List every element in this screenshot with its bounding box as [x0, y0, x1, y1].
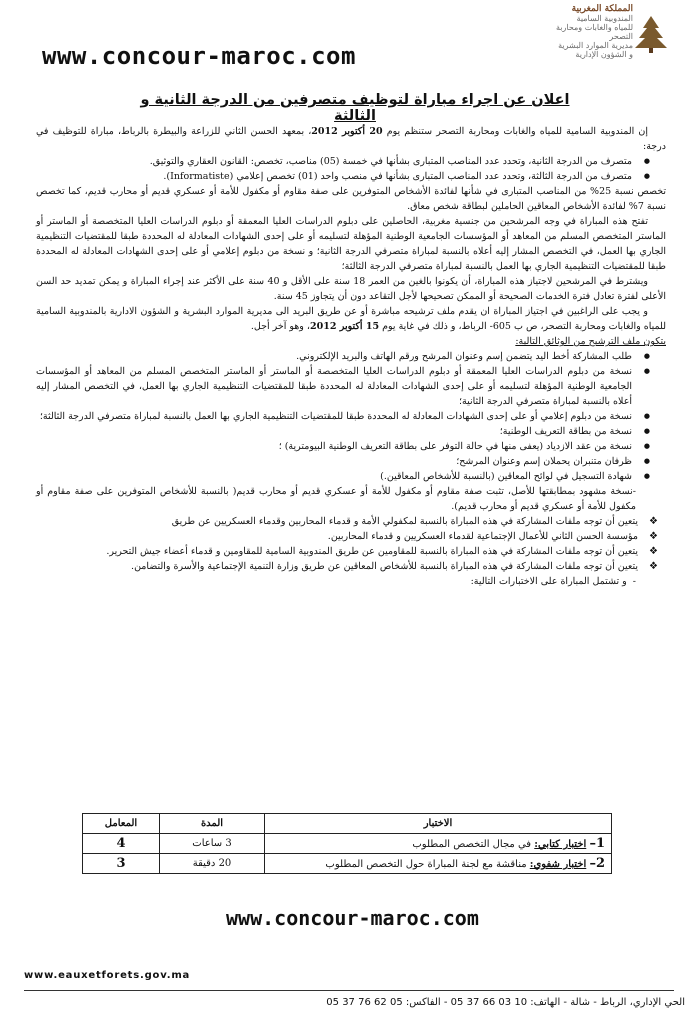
logo-line-5: و الشؤون الإدارية — [575, 50, 633, 59]
announcement-body — [36, 124, 666, 589]
logo-line-3: للمياه والغابات ومحاربة التصحر — [556, 23, 633, 41]
site-watermark-top: www.concour-maroc.com — [42, 42, 356, 70]
list-item: ❖ يتعين أن توجه ملفات المشاركة في هذه المباراة بالنسبة لمكفولي الأمة و قدماء المحاربين وقدماء العسكريين عن طريق — [36, 514, 652, 529]
docs-list — [36, 349, 666, 484]
duration-cell: 20 دقيقة — [160, 854, 265, 874]
coef-cell: 3 — [83, 854, 160, 874]
table-row — [83, 854, 612, 874]
exams-intro: - و تشتمل المباراة على الاختبارات التالية: — [470, 576, 636, 587]
cedar-tree-icon — [629, 14, 673, 54]
table-header-row — [83, 814, 612, 834]
agency-logo — [533, 4, 683, 94]
exams-table — [82, 813, 612, 874]
list-item: ❖ يتعين أن توجه ملفات المشاركة في هذه المباراة بالنسبة للأشخاص المعاقين عن طريق وزارة التنمية الإجتماعية والأسرة والتضامن. — [36, 559, 652, 574]
logo-line-2: المندوبية السامية — [576, 14, 633, 23]
site-watermark-bottom: www.concour-maroc.com — [226, 906, 479, 930]
list-item: ● متصرف من الدرجة الثالثة، وتحدد عدد المناصب المتبارى بشأنها في منصب واحد (01) تخصص إعلامي (Informatiste). — [36, 169, 644, 184]
intro-paragraph: إن المندوبية السامية للمياه والغابات ومحاربة التصحر ستنظم يوم 20 أكتوبر 2012، بمعهد الحسن الثاني للزراعة والبيطرة بالرباط، مباراة للتوظيف في درجة: — [36, 126, 666, 152]
list-item: ❖ يتعين أن توجه ملفات المشاركة في هذه المباراة بالنسبة للمقاومين عن طريق المندوبية السامية للمقاومين و قدماء أعضاء جيش التحرير. — [36, 544, 652, 559]
docs-heading: يتكون ملف الترشيح من الوثائق التالية: — [515, 336, 666, 347]
header-duration: المدة — [160, 814, 265, 834]
docs-dash-item: -نسخة مشهود بمطابقتها للأصل، تثبت صفة مقاوم أو مكفول للأمة أو عسكري قديم أو محارب قديم( بالنسبة للأشخاص المتوفرين على صفة مقاوم أو مكفول للأمة أو عسكري قديم أو محارب قديم). — [36, 486, 636, 512]
exam-cell: 1– اختبار كتابي: في مجال التخصص المطلوب — [265, 834, 612, 854]
list-item: ● شهادة التسجيل في لوائح المعاقين (بالنسبة للأشخاص المعاقين.) — [36, 469, 644, 484]
logo-line-4: مديرية الموارد البشرية — [558, 41, 633, 50]
list-item: ❖ مؤسسة الحسن الثاني للأعمال الإجتماعية لقدماء العسكريين و قدماء المحاربين. — [36, 529, 652, 544]
logo-line-1: المملكة المغربية — [571, 4, 633, 14]
header-exam: الاختبار — [265, 814, 612, 834]
list-item: ● نسخة من دبلوم إعلامي أو على إحدى الشهادات المعادلة له المحددة طبقا للمقتضيات التنظيمية الجاري بها العمل بالنسبة لمباراة متصرفي الدرجة الثالثة؛ — [36, 409, 644, 424]
eligibility-paragraph: تفتح هذه المباراة في وجه المرشحين من جنسية مغربية، الحاصلين على دبلوم الدراسات العليا المعمقة أو دبلوم الدراسات العليا المتخصصة أو الماستر أو الماستر المتخصص المسلم من المعاهد أو المؤسسات الجامعية الوطنية المؤهلة لتسليمه أو على إحدى الشهادات المعادلة له المحددة طبقا للمقتضيات التنظيمية الجاري بها العمل، في التخصص المشار إليه أعلاه بالنسبة لمباراة متصرفي الدرجة الثانية؛ و نسخة من دبلوم إعلامي أو على إحدى الشهادات المعادلة له المحددة طبقا للمقتضيات التنظيمية الجاري بها العمل بالنسبة لمباراة متصرفي الدرجة الثالثة؛ — [36, 216, 666, 272]
list-item: ● نسخة من عقد الازدياد (يعفى منها في حالة التوفر على بطاقة التعريف الوطنية البيومترية) ؛ — [36, 439, 644, 454]
footer-divider — [24, 990, 674, 991]
exam-cell: 2– اختبار شفوي: مناقشة مع لجنة المباراة حول التخصص المطلوب — [265, 854, 612, 874]
quota-paragraph: تخصص نسبة 25% من المناصب المتبارى في شأنها لفائدة الأشخاص المتوفرين على صفة مقاوم أو مكفول للأمة أو عسكري قديم أو محارب قديم، كما تخصص نسبة 7% لفائدة الأشخاص المعاقين الحاملين لبطاقة شخص معاق. — [36, 186, 666, 212]
duration-cell: 3 ساعات — [160, 834, 265, 854]
page-title: اعلان عن اجراء مباراة لتوظيف متصرفين من الدرجة الثانية و الثالثة — [140, 92, 570, 124]
notes-list — [36, 514, 666, 574]
age-paragraph: ويشترط في المرشحين لاجتياز هذه المباراة، أن يكونوا بالغين من العمر 18 سنة على الأقل و 40 سنة على الأكثر عند إجراء المباراة و يمكن تمديد حد السن الأعلى لفترة تعادل فترة الخدمات الصحيحة أو الممكن تصحيحها لأجل التقاعد دون أن يتجاوز 45 سنة. — [36, 276, 666, 302]
coef-cell: 4 — [83, 834, 160, 854]
list-item: ● طلب المشاركة أخط اليد يتضمن إسم وعنوان المرشح ورقم الهاتف والبريد الإلكتروني. — [36, 349, 644, 364]
list-item: ● نسخة من دبلوم الدراسات العليا المعمقة أو دبلوم الدراسات العليا المتخصصة أو الماستر أو الماستر المتخصص المسلم من المعاهد أو المؤسسات الجامعية الوطنية المؤهلة لتسليمه أو على إحدى الشهادات المعادلة له المحددة طبقا للمقتضيات التنظيمية الجاري بها العمل، في التخصص المشار إليه أعلاه بالنسبة لمباراة متصرفي الدرجة الثانية؛ — [36, 364, 644, 409]
list-item: ● نسخة من بطاقة التعريف الوطنية؛ — [36, 424, 644, 439]
table-row — [83, 834, 612, 854]
footer-website-link[interactable]: www.eauxetforets.gov.ma — [24, 970, 191, 981]
deposit-paragraph: و يجب على الراغبين في اجتياز المباراة ان يقدم ملف ترشيحه مباشرة أو عن طريق البريد الى مديرية الموارد البشرية و الشؤون الادارية بالمندوبية السامية للمياه والغابات ومحاربة التصحر، ص ب 605- الرباط، و ذلك في غاية يوم 15 أكتوبر 2012، وهو آخر أجل. — [36, 306, 666, 332]
header-coef: المعامل — [83, 814, 160, 834]
grades-list — [36, 154, 666, 184]
list-item: ● متصرف من الدرجة الثانية، وتحدد عدد المناصب المتبارى بشأنها في خمسة (05) مناصب، تخصص: القانون العقاري والتوثيق. — [36, 154, 644, 169]
list-item: ● ظرفان متنبران يحملان إسم وعنوان المرشح؛ — [36, 454, 644, 469]
footer-address: الحي الإداري، الرباط - شالة - الهاتف: 10 03 66 37 05 - الفاكس: 05 62 76 37 05 — [326, 997, 685, 1008]
